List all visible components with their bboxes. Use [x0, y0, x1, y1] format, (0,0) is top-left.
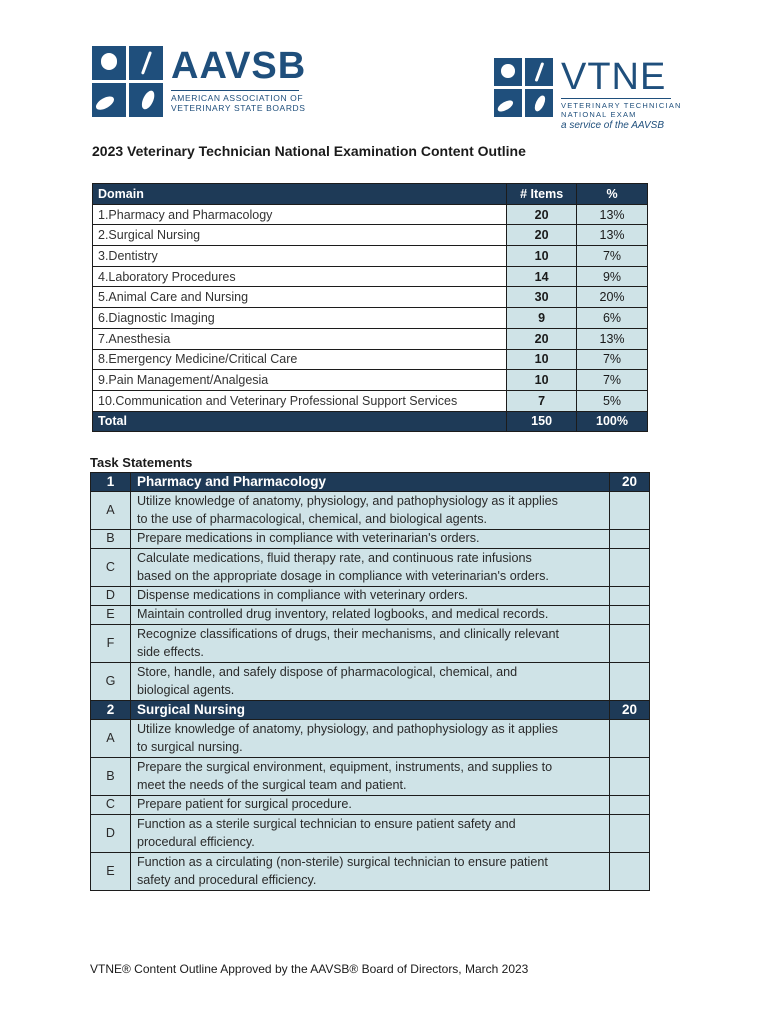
task-domain-number: 1 [91, 473, 131, 492]
domain-name: 8.Emergency Medicine/Critical Care [93, 349, 507, 370]
task-text [130, 549, 609, 587]
domain-row [93, 266, 648, 287]
task-text-line: based on the appropriate dosage in compliance with veterinarian's orders. [136, 568, 549, 583]
domain-items: 10 [507, 370, 577, 391]
task-text-line: Prepare the surgical environment, equipment, instruments, and supplies to [136, 760, 553, 774]
task-text-line: Calculate medications, fluid therapy rate, and continuous rate infusions [136, 551, 532, 565]
task-domain-count: 20 [610, 701, 650, 720]
vtne-service-tagline: a service of the AAVSB [561, 120, 665, 131]
task-text-line: Store, handle, and safely dispose of pharmacological, chemical, and [136, 665, 518, 679]
task-count-empty [610, 492, 650, 530]
aavsb-subtitle-1: AMERICAN ASSOCIATION OF [171, 93, 304, 103]
aavsb-wordmark: AAVSB [171, 45, 307, 87]
footer-note: VTNE® Content Outline Approved by the AAVSB® Board of Directors, March 2023 [90, 962, 529, 976]
task-letter: E [91, 853, 131, 891]
task-text-line: safety and procedural efficiency. [136, 872, 317, 887]
task-row [91, 853, 650, 891]
task-row [91, 549, 650, 587]
task-letter: A [91, 720, 131, 758]
vtne-logo [494, 58, 682, 132]
domain-name: 5.Animal Care and Nursing [93, 287, 507, 308]
domain-row [93, 308, 648, 329]
task-text-line: procedural efficiency. [136, 834, 255, 849]
task-text [130, 720, 609, 758]
task-count-empty [610, 815, 650, 853]
task-text-line: to the use of pharmacological, chemical, and biological agents. [136, 511, 487, 526]
task-count-empty [610, 663, 650, 701]
task-count-empty [610, 758, 650, 796]
domain-items: 20 [507, 225, 577, 246]
task-text-line: Maintain controlled drug inventory, related logbooks, and medical records. [136, 607, 549, 622]
domain-row [93, 390, 648, 411]
header-percent: % [577, 184, 648, 205]
task-row [91, 663, 650, 701]
task-count-empty [610, 606, 650, 625]
task-count-empty [610, 549, 650, 587]
task-domain-name: Surgical Nursing [130, 701, 609, 720]
domain-percent: 9% [577, 266, 648, 287]
domain-percent: 5% [577, 390, 648, 411]
domain-name: 2.Surgical Nursing [93, 225, 507, 246]
domain-items: 10 [507, 349, 577, 370]
task-text [130, 815, 609, 853]
domain-items: 9 [507, 308, 577, 329]
task-row [91, 815, 650, 853]
task-letter: D [91, 587, 131, 606]
task-text [130, 663, 609, 701]
task-domain-count: 20 [610, 473, 650, 492]
task-text-line: Prepare patient for surgical procedure. [136, 797, 352, 812]
domain-name: 1.Pharmacy and Pharmacology [93, 204, 507, 225]
domain-name: 9.Pain Management/Analgesia [93, 370, 507, 391]
domain-table [92, 183, 648, 432]
vtne-subtitle-1: VETERINARY TECHNICIAN [561, 101, 682, 110]
domain-name: 7.Anesthesia [93, 328, 507, 349]
task-letter: E [91, 606, 131, 625]
domain-items: 30 [507, 287, 577, 308]
task-letter: C [91, 549, 131, 587]
task-domain-number: 2 [91, 701, 131, 720]
task-letter: B [91, 758, 131, 796]
domain-name: 4.Laboratory Procedures [93, 266, 507, 287]
domain-percent: 20% [577, 287, 648, 308]
task-text-line: Utilize knowledge of anatomy, physiology, and pathophysiology as it applies [136, 722, 558, 736]
domain-name: 6.Diagnostic Imaging [93, 308, 507, 329]
task-letter: G [91, 663, 131, 701]
task-letter: A [91, 492, 131, 530]
vtne-subtitle-2: NATIONAL EXAM [561, 110, 637, 119]
domain-row [93, 370, 648, 391]
task-count-empty [610, 796, 650, 815]
task-count-empty [610, 720, 650, 758]
task-letter: F [91, 625, 131, 663]
task-row [91, 530, 650, 549]
task-text-line: meet the needs of the surgical team and patient. [136, 777, 407, 792]
task-row [91, 720, 650, 758]
domain-percent: 7% [577, 349, 648, 370]
task-letter: C [91, 796, 131, 815]
domain-percent: 6% [577, 308, 648, 329]
task-text-line: Utilize knowledge of anatomy, physiology, and pathophysiology as it applies [136, 494, 558, 508]
task-text-line: Recognize classifications of drugs, their mechanisms, and clinically relevant [136, 627, 560, 641]
vtne-wordmark: VTNE [561, 56, 667, 98]
task-row [91, 606, 650, 625]
task-letter: D [91, 815, 131, 853]
domain-percent: 13% [577, 204, 648, 225]
domain-items: 10 [507, 246, 577, 267]
aavsb-subtitle-2: VETERINARY STATE BOARDS [171, 103, 306, 113]
total-label: Total [93, 411, 507, 432]
task-text-line: Function as a sterile surgical technician to ensure patient safety and [136, 817, 516, 831]
task-text [130, 587, 609, 606]
task-text [130, 530, 609, 549]
task-count-empty [610, 625, 650, 663]
domain-row [93, 246, 648, 267]
task-row [91, 758, 650, 796]
task-letter: B [91, 530, 131, 549]
task-statements-table [90, 472, 650, 891]
task-count-empty [610, 853, 650, 891]
task-count-empty [610, 587, 650, 606]
task-domain-header [91, 701, 650, 720]
domain-row [93, 328, 648, 349]
domain-row [93, 349, 648, 370]
task-count-empty [610, 530, 650, 549]
total-percent: 100% [577, 411, 648, 432]
task-text-line: side effects. [136, 644, 204, 659]
task-domain-header [91, 473, 650, 492]
task-domain-name: Pharmacy and Pharmacology [130, 473, 609, 492]
task-text-line: biological agents. [136, 682, 235, 697]
task-text [130, 625, 609, 663]
task-row [91, 796, 650, 815]
task-row [91, 492, 650, 530]
domain-items: 20 [507, 204, 577, 225]
header-items: # Items [507, 184, 577, 205]
domain-items: 7 [507, 390, 577, 411]
task-row [91, 587, 650, 606]
domain-row [93, 225, 648, 246]
domain-name: 10.Communication and Veterinary Professional Support Services [93, 390, 507, 411]
task-text [130, 758, 609, 796]
domain-table-total-row [93, 411, 648, 432]
total-items: 150 [507, 411, 577, 432]
aavsb-logo [92, 46, 306, 117]
task-row [91, 625, 650, 663]
domain-items: 14 [507, 266, 577, 287]
domain-percent: 7% [577, 246, 648, 267]
header-domain: Domain [93, 184, 507, 205]
task-text [130, 606, 609, 625]
task-text [130, 796, 609, 815]
domain-percent: 13% [577, 328, 648, 349]
paw-logo-icon [494, 58, 553, 117]
domain-percent: 7% [577, 370, 648, 391]
task-statements-heading: Task Statements [90, 455, 193, 470]
domain-name: 3.Dentistry [93, 246, 507, 267]
task-text [130, 853, 609, 891]
task-text-line: to surgical nursing. [136, 739, 243, 754]
domain-percent: 13% [577, 225, 648, 246]
paw-logo-icon [92, 46, 163, 117]
task-text [130, 492, 609, 530]
task-text-line: Function as a circulating (non-sterile) surgical technician to ensure patient [136, 855, 548, 869]
page-title: 2023 Veterinary Technician National Examination Content Outline [92, 143, 526, 159]
task-text-line: Dispense medications in compliance with veterinary orders. [136, 588, 469, 603]
domain-items: 20 [507, 328, 577, 349]
task-text-line: Prepare medications in compliance with veterinarian's orders. [136, 531, 480, 546]
domain-table-header-row [93, 184, 648, 205]
domain-row [93, 204, 648, 225]
domain-row [93, 287, 648, 308]
